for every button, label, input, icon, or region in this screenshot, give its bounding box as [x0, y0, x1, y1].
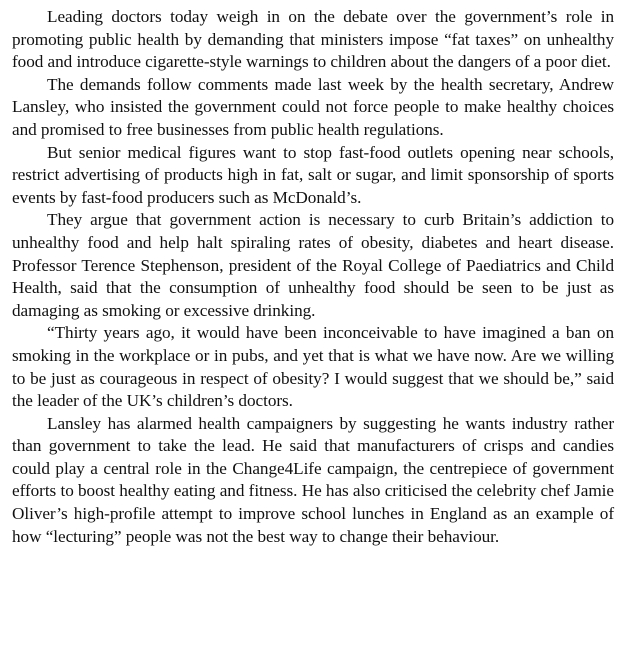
paragraph-government-action: They argue that government action is necessary to curb Britain’s addiction to unhealthy food and help halt spiraling rates of obesity, diabetes and heart disease. Professor Terence Stephenson, president of the Royal College of Paediatrics and Child Health, said that the consumption of unhealthy food should be seen to be just as damaging as smoking or excessive drinking. — [12, 210, 614, 320]
paragraph-lansley-comments: The demands follow comments made last week by the health secretary, Andrew Lansley, who insisted the government could not force people to make healthy choices and promised to free businesses from public health regulations. — [12, 74, 614, 139]
paragraph-quote: “Thirty years ago, it would have been inconceivable to have imagined a ban on smoking in the workplace or in pubs, and yet that is what we have now. Are we willing to be just as courageous in respect of obesity? I would suggest that we should be,” said the leader of the UK’s children’s doctors. — [12, 323, 614, 411]
article-body — [12, 6, 614, 548]
paragraph-industry-lead: Lansley has alarmed health campaigners by suggesting he wants industry rather than government to take the lead. He said that manufacturers of crisps and candies could play a central role in the Change4Life campaign, the centrepiece of government efforts to boost healthy eating and fitness. He has also criticised the celebrity chef Jamie Oliver’s high-profile attempt to improve school lunches in England as an example of how “lecturing” people was not the best way to change their behaviour. — [12, 413, 614, 546]
paragraph-medical-figures: But senior medical figures want to stop fast-food outlets opening near schools, restrict advertising of products high in fat, salt or sugar, and limit sponsorship of sports events by fast-food producers such as McDonald’s. — [12, 142, 614, 207]
paragraph-fat-taxes: Leading doctors today weigh in on the debate over the government’s role in promoting public health by demanding that ministers impose “fat taxes” on unhealthy food and introduce cigarette-style warnings to children about the dangers of a poor diet. — [12, 7, 614, 72]
